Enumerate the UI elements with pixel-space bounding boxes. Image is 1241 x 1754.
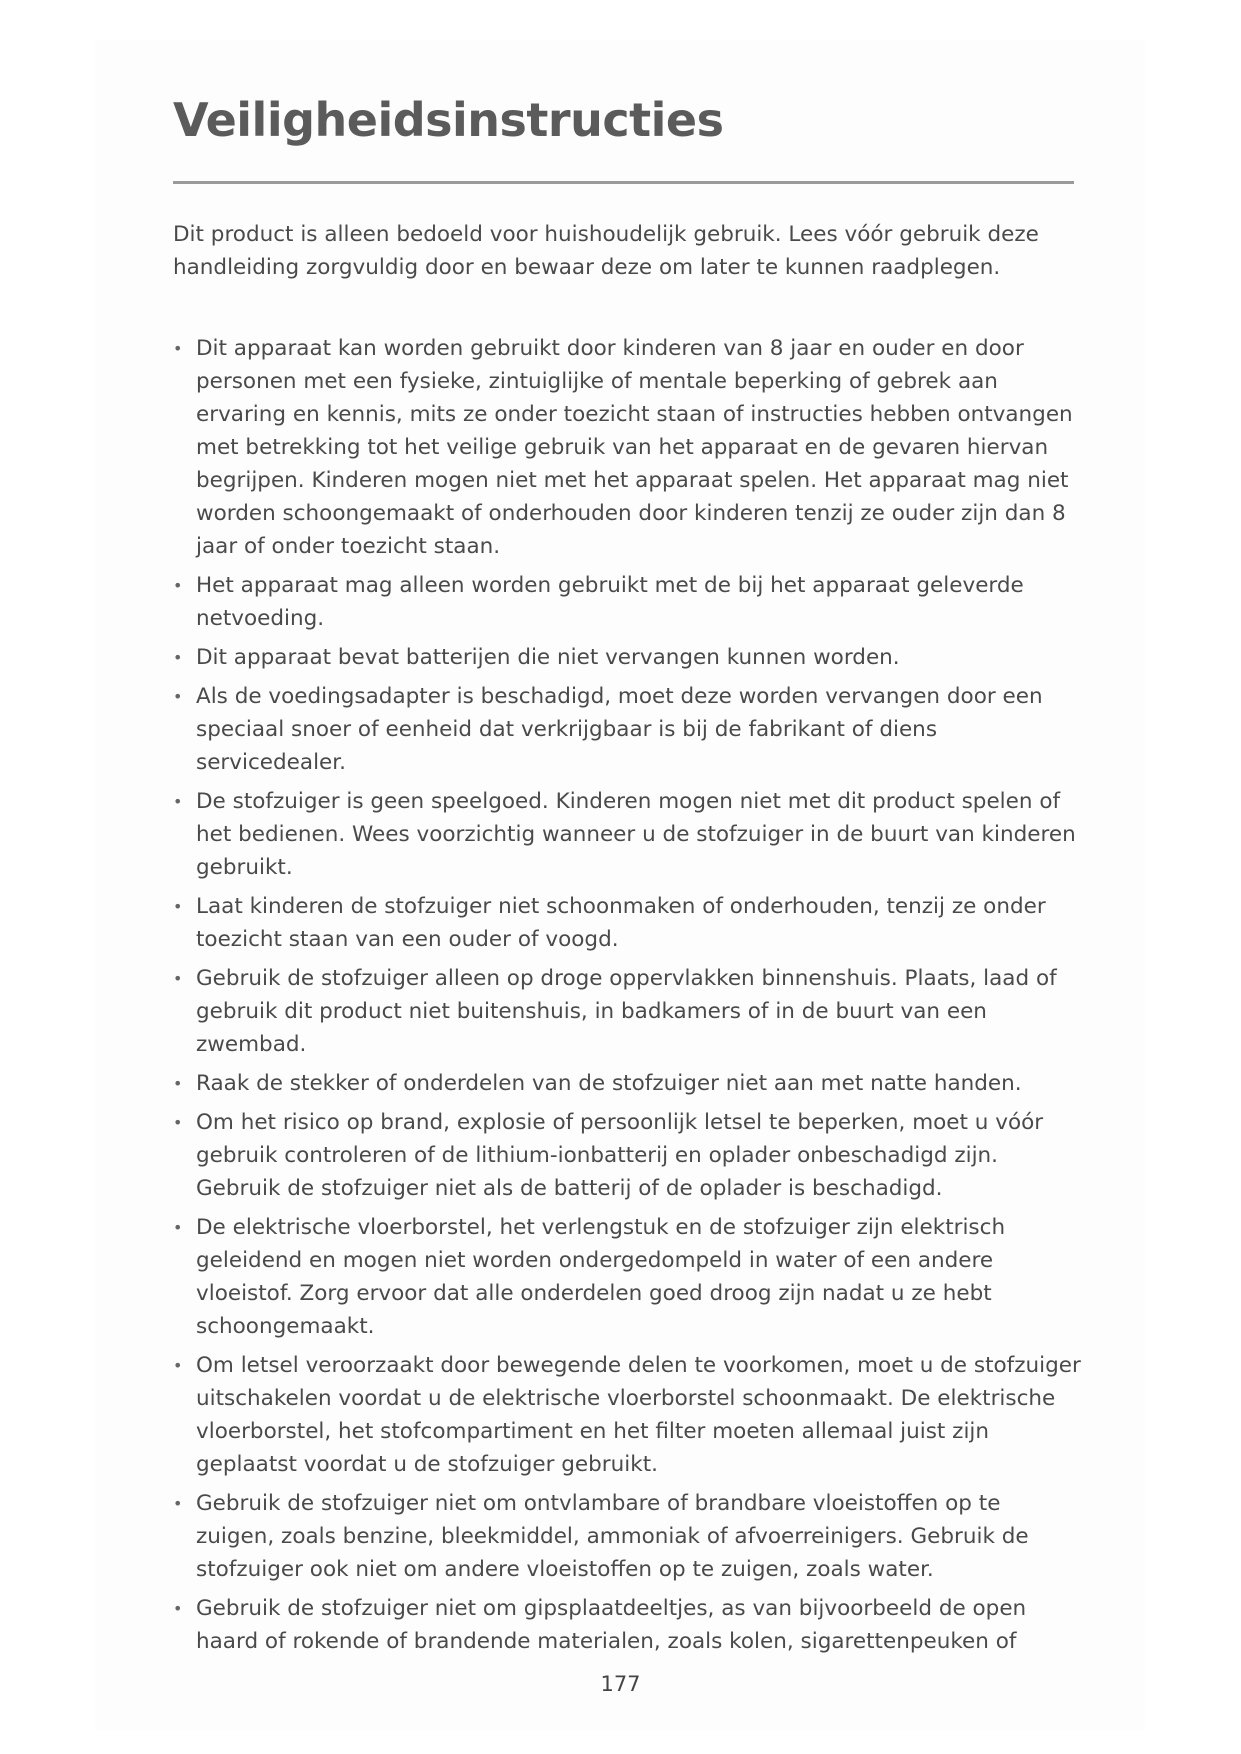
bullet-icon: • <box>173 687 183 706</box>
bullet-icon: • <box>173 339 183 358</box>
bullet-icon: • <box>173 792 183 811</box>
list-item <box>173 962 1083 1061</box>
bullet-icon: • <box>173 1218 183 1237</box>
list-item <box>173 641 1083 674</box>
list-item-text: Gebruik de stofzuiger niet om ontvlambare of brandbare vloeistoffen op te zuigen, zoals benzine, bleekmiddel, ammoniak of afvoerreinigers. Gebruik de stofzuiger ook niet om andere vloeistoffen op te zuigen, zoals water. <box>196 1491 1029 1582</box>
list-item-text: Om het risico op brand, explosie of persoonlijk letsel te beperken, moet u vóór gebruik controleren of de lithium-ionbatterij en oplader onbeschadigd zijn. Gebruik de stofzuiger niet als de batterij of de oplader is beschadigd. <box>196 1110 1044 1201</box>
bullet-icon: • <box>173 897 183 916</box>
list-item <box>173 890 1083 956</box>
list-item-text: Dit apparaat bevat batterijen die niet vervangen kunnen worden. <box>196 645 900 670</box>
list-item <box>173 569 1083 635</box>
safety-instructions-list <box>173 332 1083 1664</box>
title-divider <box>173 181 1074 184</box>
list-item-text: De stofzuiger is geen speelgoed. Kinderen mogen niet met dit product spelen of het bedienen. Wees voorzichtig wanneer u de stofzuiger in de buurt van kinderen gebruikt. <box>196 789 1076 880</box>
list-item-text: Raak de stekker of onderdelen van de stofzuiger niet aan met natte handen. <box>196 1071 1022 1096</box>
list-item <box>173 1592 1083 1658</box>
bullet-icon: • <box>173 1074 183 1093</box>
list-item <box>173 1349 1083 1481</box>
list-item-text: Laat kinderen de stofzuiger niet schoonmaken of onderhouden, tenzij ze onder toezicht staan van een ouder of voogd. <box>196 894 1046 952</box>
list-item <box>173 680 1083 779</box>
bullet-icon: • <box>173 1113 183 1132</box>
list-item-text: De elektrische vloerborstel, het verlengstuk en de stofzuiger zijn elektrisch geleidend en mogen niet worden ondergedompeld in water of een andere vloeistof. Zorg ervoor dat alle onderdelen goed droog zijn nadat u ze hebt schoongemaakt. <box>196 1215 1006 1339</box>
list-item-text: Het apparaat mag alleen worden gebruikt met de bij het apparaat geleverde netvoeding. <box>196 573 1024 631</box>
list-item <box>173 1106 1083 1205</box>
bullet-icon: • <box>173 648 183 667</box>
list-item-text: Om letsel veroorzaakt door bewegende delen te voorkomen, moet u de stofzuiger uitschakelen voordat u de elektrische vloerborstel schoonmaakt. De elektrische vloerborstel, het stofcompartiment en het filter moeten allemaal juist zijn geplaatst voordat u de stofzuiger gebruikt. <box>196 1353 1081 1477</box>
list-item-text: Als de voedingsadapter is beschadigd, moet deze worden vervangen door een speciaal snoer of eenheid dat verkrijgbaar is bij de fabrikant of diens servicedealer. <box>196 684 1043 775</box>
list-item-text: Gebruik de stofzuiger niet om gipsplaatdeeltjes, as van bijvoorbeeld de open haard of rokende of brandende materialen, zoals kolen, sigarettenpeuken of <box>196 1596 1027 1654</box>
page-number: 177 <box>600 1672 641 1696</box>
bullet-icon: • <box>173 1356 183 1375</box>
list-item <box>173 1487 1083 1586</box>
intro-paragraph: Dit product is alleen bedoeld voor huishoudelijk gebruik. Lees vóór gebruik deze handleiding zorgvuldig door en bewaar deze om later te kunnen raadplegen. <box>173 222 1039 280</box>
list-item <box>173 332 1083 563</box>
bullet-icon: • <box>173 576 183 595</box>
bullet-icon: • <box>173 1599 183 1618</box>
page-title: Veiligheidsinstructies <box>173 93 724 147</box>
list-item <box>173 1067 1083 1100</box>
list-item-text: Gebruik de stofzuiger alleen op droge oppervlakken binnenshuis. Plaats, laad of gebruik dit product niet buitenshuis, in badkamers of in de buurt van een zwembad. <box>196 966 1057 1057</box>
bullet-icon: • <box>173 969 183 988</box>
list-item <box>173 1211 1083 1343</box>
list-item-text: Dit apparaat kan worden gebruikt door kinderen van 8 jaar en ouder en door personen met een fysieke, zintuiglijke of mentale beperking of gebrek aan ervaring en kennis, mits ze onder toezicht staan of instructies hebben ontvangen met betrekking tot het veilige gebruik van het apparaat en de gevaren hiervan begrijpen. Kinderen mogen niet met het apparaat spelen. Het apparaat mag niet worden schoongemaakt of onderhouden door kinderen tenzij ze ouder zijn dan 8 jaar of onder toezicht staan. <box>196 336 1073 559</box>
list-item <box>173 785 1083 884</box>
bullet-icon: • <box>173 1494 183 1513</box>
